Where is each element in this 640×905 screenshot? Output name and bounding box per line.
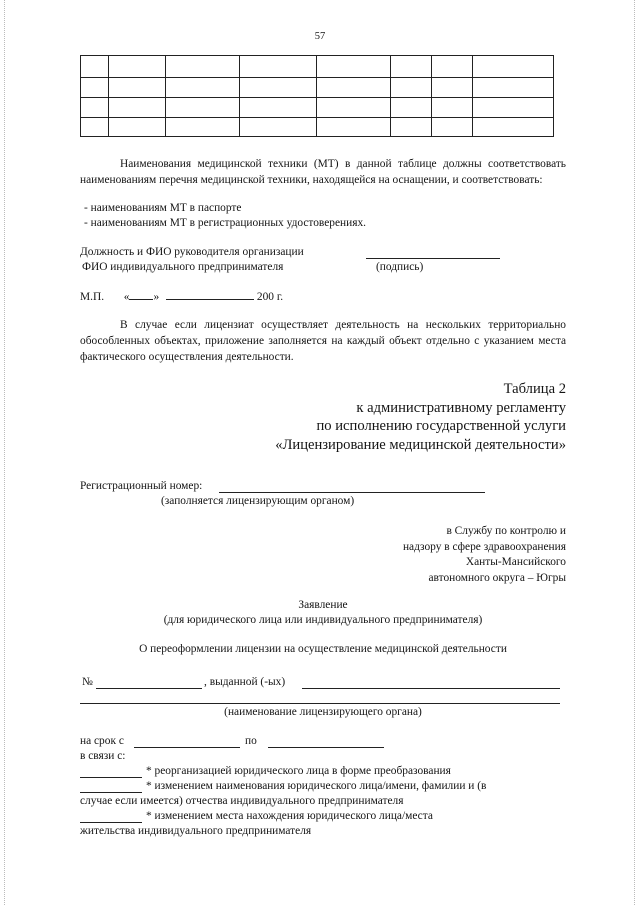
reason-address-change-cont: жительства индивидуального предпринимателя [80,825,312,837]
equipment-table [80,55,554,137]
table-col-line [553,55,554,137]
table2-reglament: к административному регламенту [356,399,566,416]
year-label: 200 г. [256,291,284,303]
term-to-line [268,747,384,748]
addressee-line: в Службу по контролю и [446,525,566,537]
term-from-label: на срок с [80,735,124,747]
reason-label: в связи с: [80,750,126,762]
table-row-line [80,55,554,56]
application-title: Заявление [298,599,348,611]
table-col-line [165,55,166,137]
signature-position-label: Должность и ФИО руководителя организации [80,246,304,258]
reason-address-change: * изменением места нахождения юридического лица/места [146,810,433,822]
scan-edge-right [634,0,635,905]
reason-reorganization: * реорганизацией юридического лица в форме преобразования [146,765,451,777]
mt-naming-note: Наименования медицинской техники (МТ) в данной таблице должны соответствовать наименованиям перечня медицинской техники, находящейся на оснащении, и соответствовать: [80,158,566,186]
reason-checkbox-line-1 [80,777,142,778]
registration-label: Регистрационный номер: [80,480,203,492]
term-to-label: по [245,735,257,747]
quote-open: « [123,291,130,303]
license-number-label: № [82,676,93,688]
signature-ip-label: ФИО индивидуального предпринимателя [82,261,284,273]
table-row-line [80,77,554,78]
table-col-line [431,55,432,137]
table-col-line [390,55,391,137]
license-number-line [96,688,202,689]
table-col-line [316,55,317,137]
table-col-line [108,55,109,137]
seal-date-line [80,288,283,304]
license-authority-caption: (наименование лицензирующего органа) [224,706,422,718]
seal-label: М.П. [80,291,105,303]
day-blank [129,288,153,300]
reason-checkbox-line-3 [80,822,142,823]
month-blank [166,288,254,300]
application-subject: О переоформлении лицензии на осуществление медицинской деятельности [139,643,507,655]
page-number: 57 [314,31,326,42]
license-authority-line [80,703,560,704]
table-row-line [80,97,554,98]
table2-service: по исполнению государственной услуги [316,418,566,434]
table-row-line [80,136,554,137]
application-subtitle: (для юридического лица или индивидуального предпринимателя) [163,614,483,626]
table-col-line [239,55,240,137]
registration-caption: (заполняется лицензирующим органом) [161,495,355,507]
multi-site-note: В случае если лицензиат осуществляет деятельность на нескольких территориально обособленных объектах, приложение заполняется на каждый объект отдельно с указанием места фактического осуществления деятельности. [80,319,566,363]
addressee-line: Ханты-Мансийского [465,556,566,568]
addressee-block [300,524,566,586]
signature-line [366,258,500,259]
reason-checkbox-line-2 [80,792,142,793]
bullet-certificates: - наименованиям МТ в регистрационных удостоверениях. [84,217,367,229]
table2-heading [250,380,566,454]
license-issuer-line [302,688,560,689]
license-issued-label: , выданной (-ых) [204,676,286,688]
registration-line [219,492,485,493]
reason-name-change-cont: случае если имеется) отчества индивидуального предпринимателя [80,795,404,807]
scan-edge-left [4,0,5,905]
table2-licensing: «Лицензирование медицинской деятельности» [275,436,566,453]
table-col-line [80,55,81,137]
addressee-line: надзору в сфере здравоохранения [402,540,566,553]
reason-name-change: * изменением наименования юридического лица/имени, фамилии и (в [146,780,487,792]
quote-close: » [153,291,160,303]
table-col-line [472,55,473,137]
signature-caption: (подпись) [376,261,424,273]
table2-title: Таблица 2 [503,381,566,397]
bullet-passport: - наименованиям МТ в паспорте [84,202,242,214]
addressee-line: автономного округа – Югры [428,571,566,584]
term-from-line [134,747,240,748]
table-row-line [80,117,554,118]
